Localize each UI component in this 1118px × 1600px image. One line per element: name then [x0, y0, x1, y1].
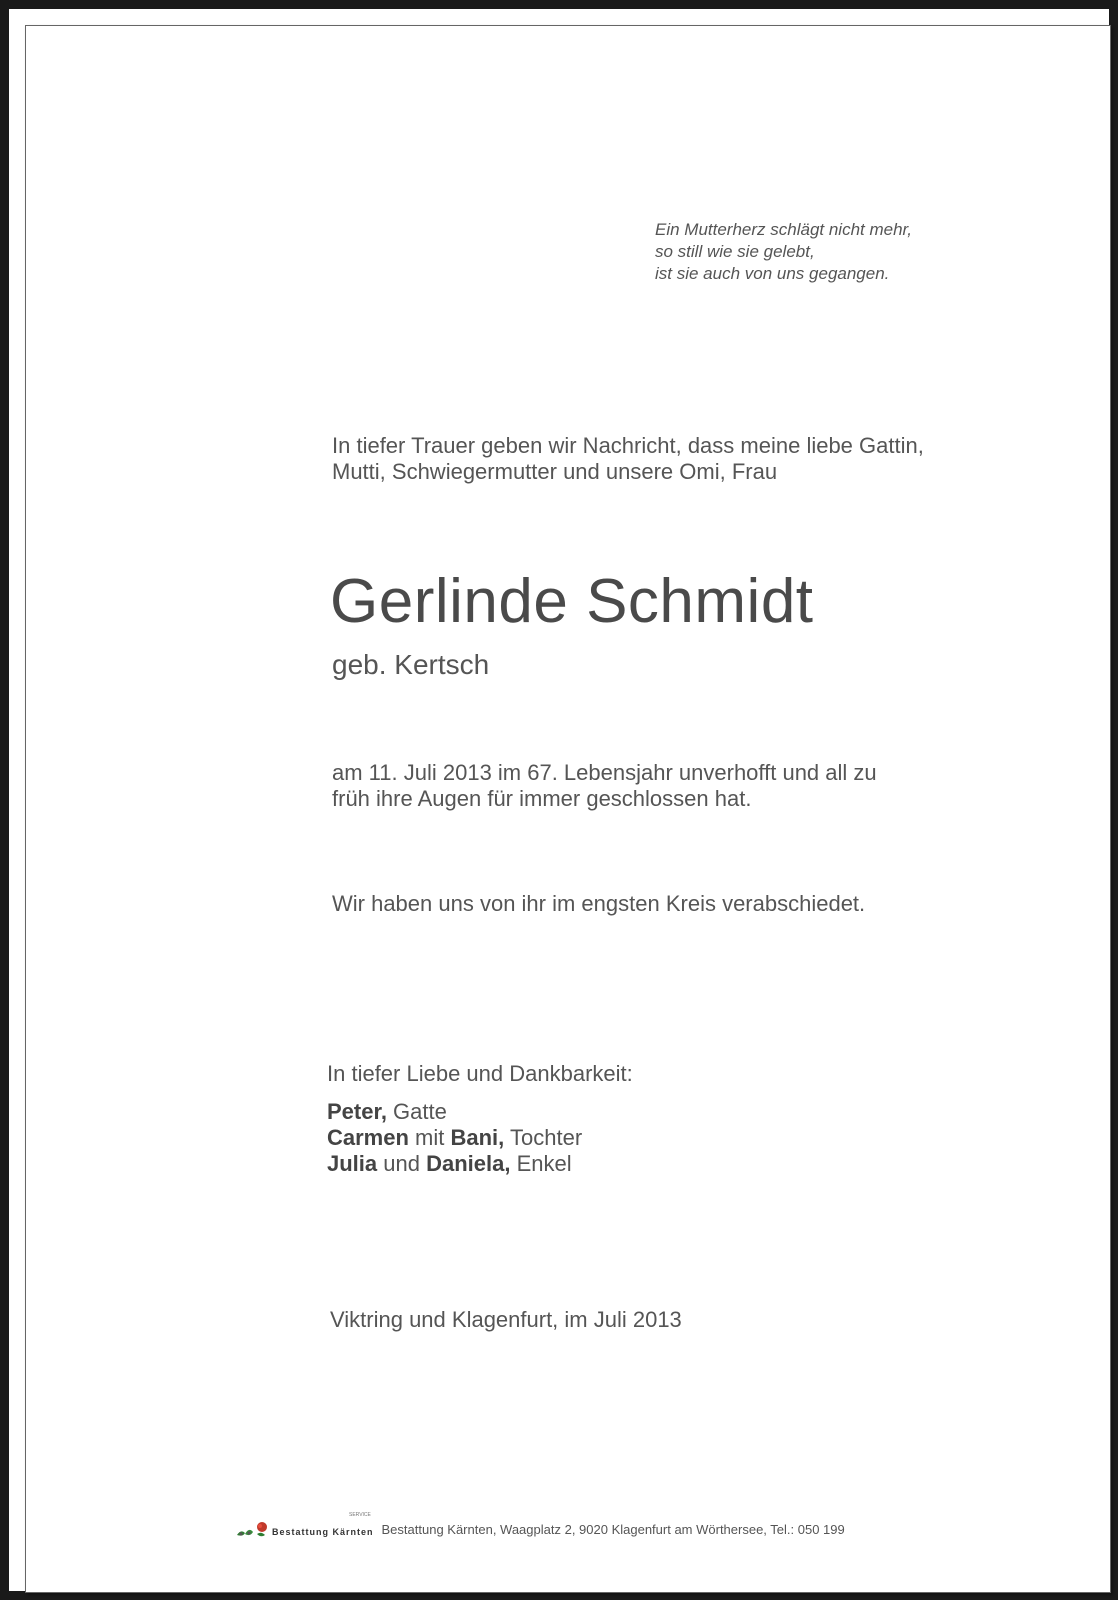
death-notice-line: am 11. Juli 2013 im 67. Lebensjahr unverhofft und all zu [332, 760, 877, 785]
mourner-name: Bani, [450, 1125, 505, 1150]
footer [235, 1512, 845, 1539]
mourner-relation: Gatte [386, 1099, 447, 1124]
mourner-row [327, 1099, 582, 1125]
mourner-joiner: und [377, 1151, 427, 1176]
mourner-joiner: mit [408, 1125, 451, 1150]
motto-line: so still wie sie gelebt, [655, 242, 815, 261]
mourner-name: Carmen [327, 1125, 409, 1150]
flower-logo-icon [235, 1519, 269, 1539]
logo-text: Bestattung Kärnten [272, 1527, 374, 1537]
farewell-text: Wir haben uns von ihr im engsten Kreis verabschiedet. [332, 891, 866, 916]
mourner-row [327, 1125, 582, 1151]
intro-text [332, 433, 924, 485]
place-date: Viktring und Klagenfurt, im Juli 2013 [330, 1307, 682, 1332]
motto-line: Ein Mutterherz schlägt nicht mehr, [655, 220, 913, 239]
mourners-list [327, 1099, 582, 1177]
intro-line: In tiefer Trauer geben wir Nachricht, dass meine liebe Gattin, [332, 433, 924, 458]
death-notice-line: früh ihre Augen für immer geschlossen hat. [332, 786, 752, 811]
motto-line: ist sie auch von uns gegangen. [655, 264, 890, 283]
death-notice [332, 760, 877, 812]
footer-address: Bestattung Kärnten, Waagplatz 2, 9020 Klagenfurt am Wörthersee, Tel.: 050 199 [381, 1521, 845, 1537]
mourner-relation: Enkel [510, 1151, 572, 1176]
motto-quote [655, 219, 912, 285]
mourner-name: Julia [327, 1151, 378, 1176]
intro-line: Mutti, Schwiegermutter und unsere Omi, Frau [332, 459, 778, 484]
logo-tagline: SERVICE [349, 1512, 371, 1518]
mourner-row [327, 1151, 582, 1177]
mourner-relation: Tochter [504, 1125, 583, 1150]
birth-name: geb. Kertsch [332, 649, 490, 680]
mourner-name: Peter, [327, 1099, 387, 1124]
company-logo [235, 1512, 374, 1539]
deceased-name: Gerlinde Schmidt [330, 567, 814, 636]
mourners-heading: In tiefer Liebe und Dankbarkeit: [327, 1061, 633, 1086]
mourner-name: Daniela, [426, 1151, 511, 1176]
